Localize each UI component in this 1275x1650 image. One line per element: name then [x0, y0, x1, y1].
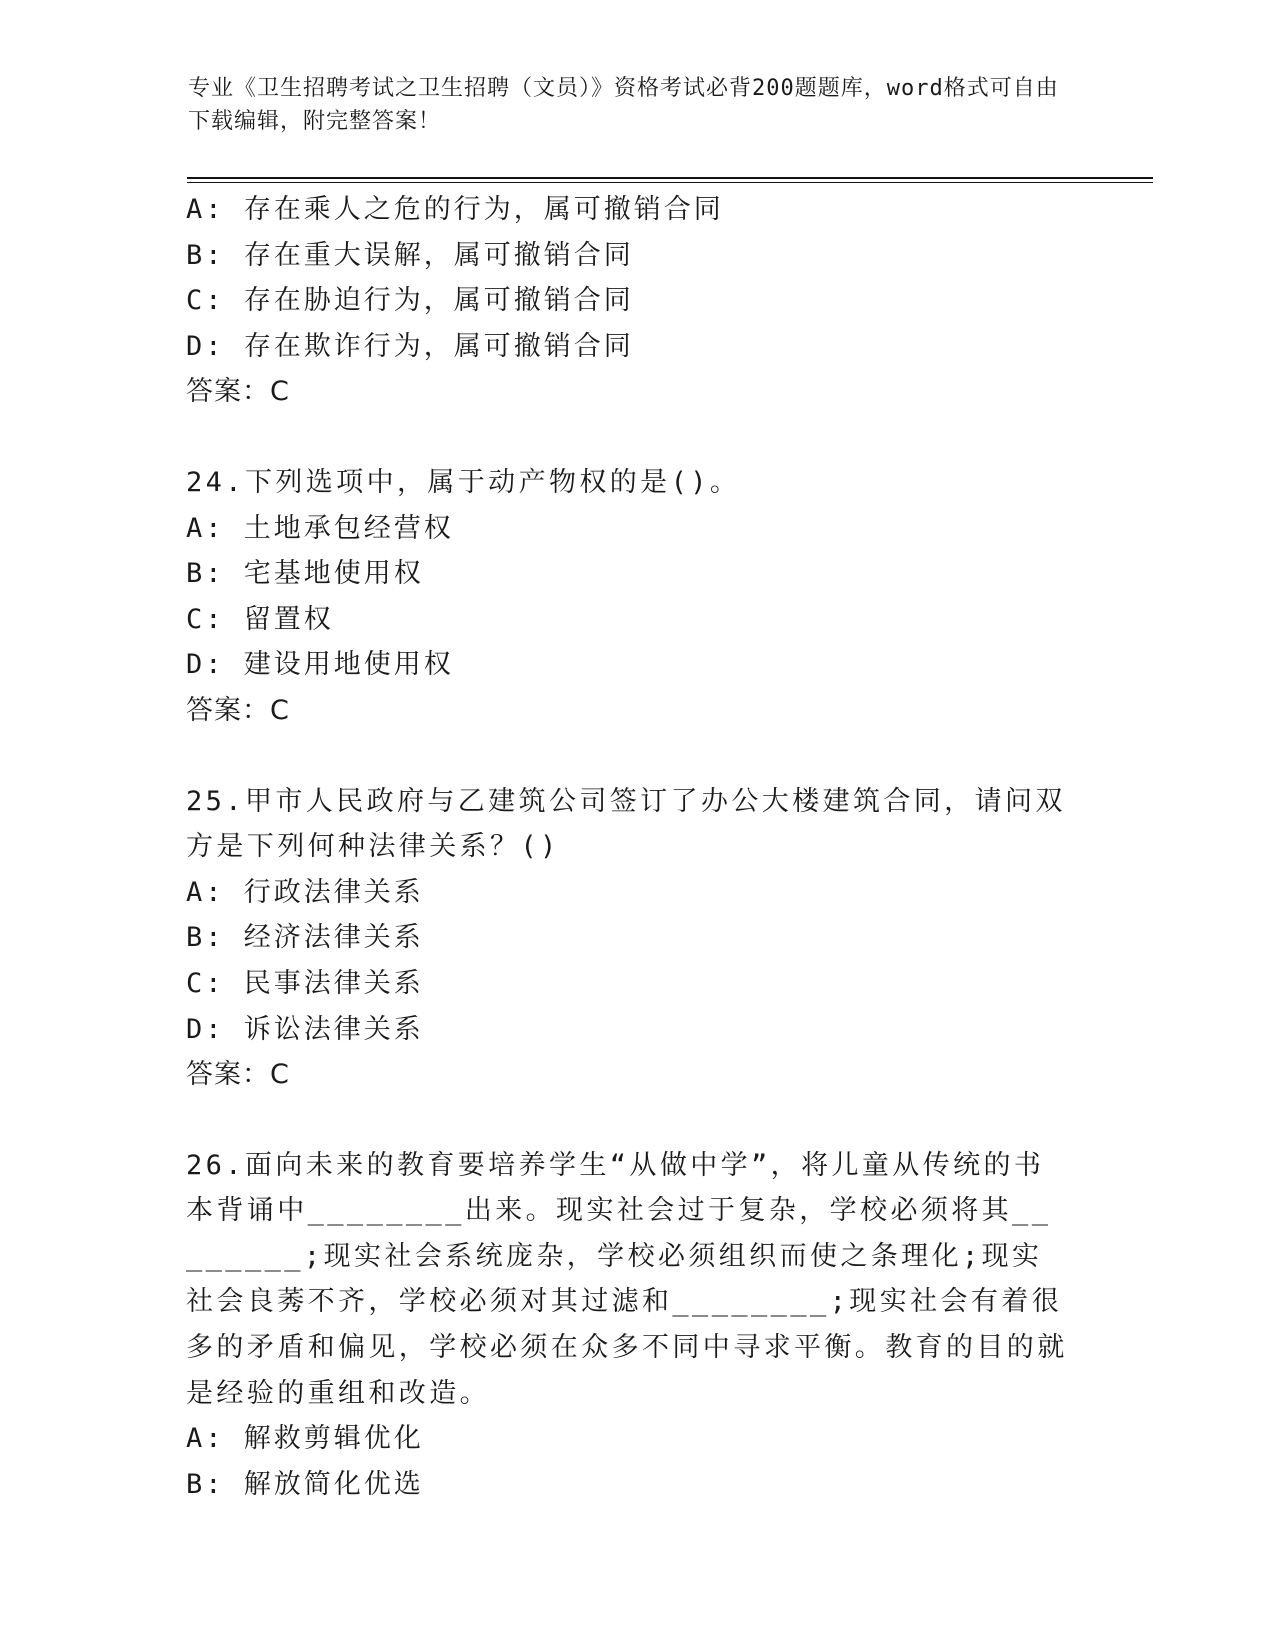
option-b: B: 宅基地使用权 — [186, 558, 424, 590]
spacer — [186, 1098, 1086, 1143]
header-rule-thin — [187, 182, 1153, 183]
option-c: C: 存在胁迫行为，属可撤销合同 — [186, 285, 634, 317]
option-a: A: 存在乘人之危的行为，属可撤销合同 — [186, 194, 724, 225]
header-title: 专业《卫生招聘考试之卫生招聘（文员）》资格考试必背200题题库，word格式可自由下载编辑，附完整答案！ — [188, 76, 1059, 134]
answer: 答案：C — [186, 1059, 290, 1091]
option-a: A: 土地承包经营权 — [186, 512, 454, 544]
question-block-25 — [186, 779, 1086, 1098]
question-block-24 — [186, 460, 1086, 734]
question-stem: 24.下列选项中，属于动产物权的是()。 — [186, 466, 741, 498]
question-stem: 25.甲市人民政府与乙建筑公司签订了办公大楼建筑合同，请问双方是下列何种法律关系？() — [186, 785, 1066, 863]
question-block-23 — [186, 187, 1086, 415]
answer: 答案：C — [186, 694, 290, 726]
option-b: B: 存在重大误解，属可撤销合同 — [186, 239, 634, 271]
option-d: D: 建设用地使用权 — [186, 649, 454, 681]
option-b: B: 解放简化优选 — [186, 1468, 424, 1500]
option-d: D: 存在欺诈行为，属可撤销合同 — [186, 330, 634, 362]
spacer — [186, 734, 1086, 779]
option-d: D: 诉讼法律关系 — [186, 1013, 424, 1045]
question-list — [186, 187, 1086, 1507]
header-rule — [187, 177, 1153, 179]
option-c: C: 留置权 — [186, 603, 334, 635]
option-a: A: 行政法律关系 — [186, 876, 424, 908]
option-c: C: 民事法律关系 — [186, 967, 424, 999]
option-a: A: 解救剪辑优化 — [186, 1423, 424, 1455]
document-header — [188, 72, 1068, 138]
answer: 答案：C — [186, 376, 290, 408]
question-stem: 26.面向未来的教育要培养学生“从做中学”，将儿童从传统的书本背诵中________出来。现实社会过于复杂，学校必须将其________;现实社会系统庞杂，学校必须组织而使之条理化;现实社会良莠不齐，学校必须对其过滤和________;现实社会有着很多的矛盾和偏见，学校必须在众多不同中寻求平衡。教育的目的就是经验的重组和改造。 — [186, 1149, 1068, 1409]
spacer — [186, 415, 1086, 460]
option-b: B: 经济法律关系 — [186, 922, 424, 954]
question-block-26 — [186, 1143, 1086, 1508]
